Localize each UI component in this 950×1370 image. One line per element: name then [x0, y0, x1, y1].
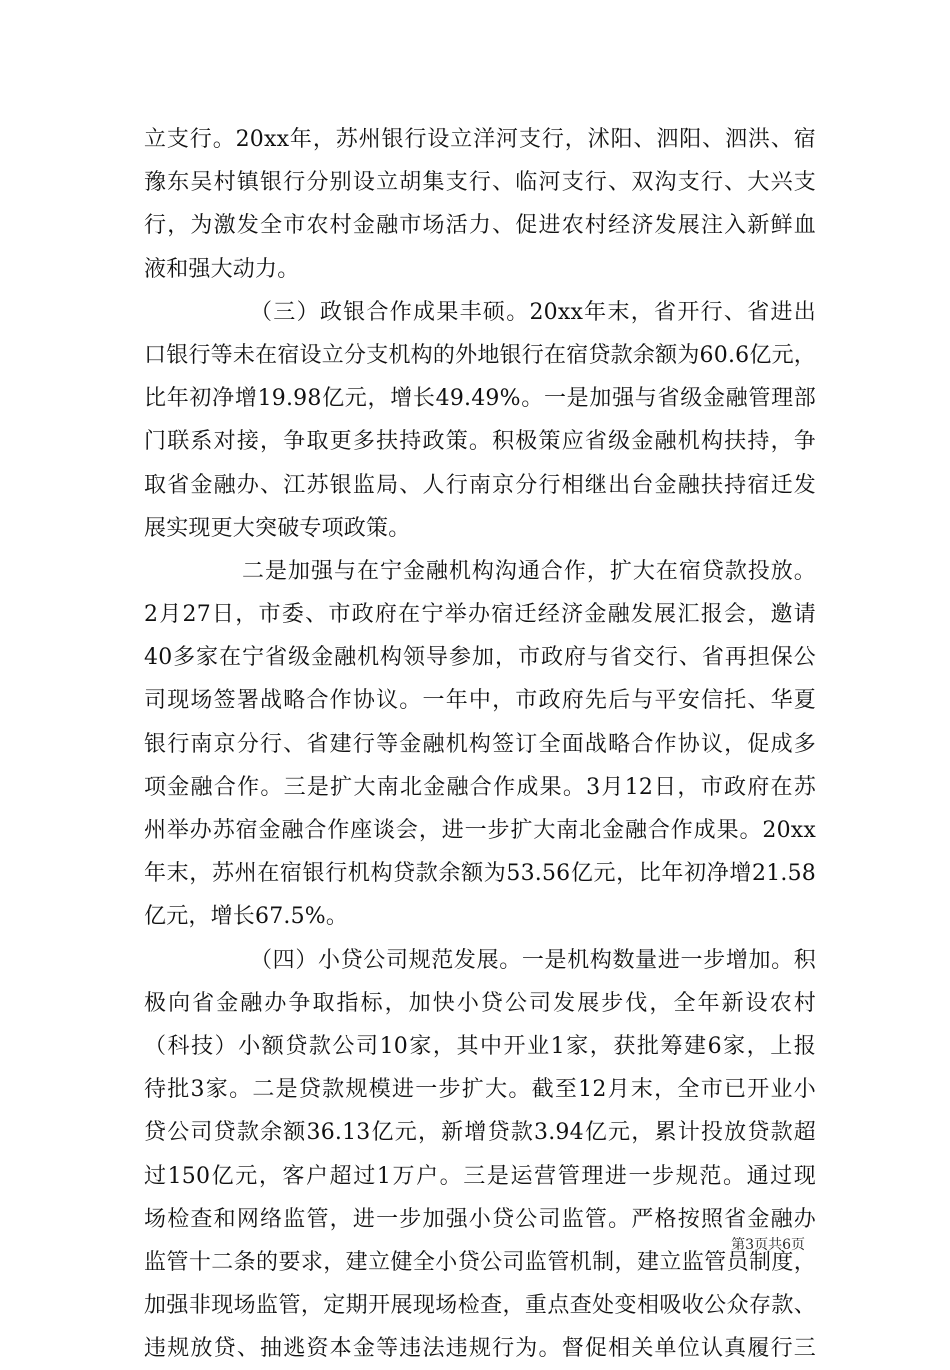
text-line: （科技）小额贷款公司10家，其中开业1家，获批筹建6家，上报 [144, 1033, 816, 1059]
text-line: 监管十二条的要求，建立健全小贷公司监管机制，建立监管员制度， [144, 1249, 816, 1275]
text-line: 加强非现场监管，定期开展现场检查，重点查处变相吸收公众存款、 [144, 1293, 816, 1319]
body-text [144, 118, 816, 1370]
text-line: 行，为激发全市农村金融市场活力、促进农村经济发展注入新鲜血 [144, 213, 816, 239]
text-line: 年末，苏州在宿银行机构贷款余额为53.56亿元，比年初净增21.58 [144, 861, 816, 887]
text-line: 比年初净增19.98亿元，增长49.49%。一是加强与省级金融管理部 [144, 386, 816, 412]
text-line: 待批3家。二是贷款规模进一步扩大。截至12月末，全市已开业小 [144, 1077, 816, 1103]
text-line: 过150亿元，客户超过1万户。三是运营管理进一步规范。通过现 [144, 1163, 816, 1189]
text-line: 液和强大动力。 [144, 256, 300, 282]
paragraph-start-line: 二是加强与在宁金融机构沟通合作，扩大在宿贷款投放。 [242, 558, 816, 584]
text-line: 贷公司贷款余额36.13亿元，新增贷款3.94亿元，累计投放贷款超 [144, 1120, 816, 1146]
text-line: 场检查和网络监管，进一步加强小贷公司监管。严格按照省金融办 [144, 1206, 816, 1232]
text-line: 门联系对接，争取更多扶持政策。积极策应省级金融机构扶持，争 [144, 429, 816, 455]
text-line: 极向省金融办争取指标，加快小贷公司发展步伐，全年新设农村 [144, 990, 816, 1016]
text-line: 口银行等未在宿设立分支机构的外地银行在宿贷款余额为60.6亿元， [144, 342, 816, 368]
text-line: 州举办苏宿金融合作座谈会，进一步扩大南北金融合作成果。20xx [144, 818, 816, 843]
section-heading-line: （四）小贷公司规范发展。一是机构数量进一步增加。积 [250, 947, 816, 973]
text-line: 取省金融办、江苏银监局、人行南京分行相继出台金融扶持宿迁发 [144, 472, 816, 498]
text-line: 40多家在宁省级金融机构领导参加，市政府与省交行、省再担保公 [144, 645, 816, 671]
text-line: 违规放贷、抽逃资本金等违法违规行为。督促相关单位认真履行三 [144, 1336, 816, 1362]
text-line: 亿元，增长67.5%。 [144, 904, 349, 930]
section-heading-line: （三）政银合作成果丰硕。20xx年末，省开行、省进出 [250, 299, 816, 325]
text-line: 银行南京分行、省建行等金融机构签订全面战略合作协议，促成多 [144, 731, 816, 757]
text-line: 豫东吴村镇银行分别设立胡集支行、临河支行、双沟支行、大兴支 [144, 170, 816, 196]
text-line: 立支行。20xx年，苏州银行设立洋河支行，沭阳、泗阳、泗洪、宿 [144, 127, 816, 152]
text-line: 项金融合作。三是扩大南北金融合作成果。3月12日，市政府在苏 [144, 774, 816, 800]
text-line: 2月27日，市委、市政府在宁举办宿迁经济金融发展汇报会，邀请 [144, 602, 816, 628]
text-line: 司现场签署战略合作协议。一年中，市政府先后与平安信托、华夏 [144, 688, 816, 714]
page-number-footer: 第3页共6页 [731, 1237, 805, 1253]
text-line: 展实现更大突破专项政策。 [144, 515, 411, 541]
